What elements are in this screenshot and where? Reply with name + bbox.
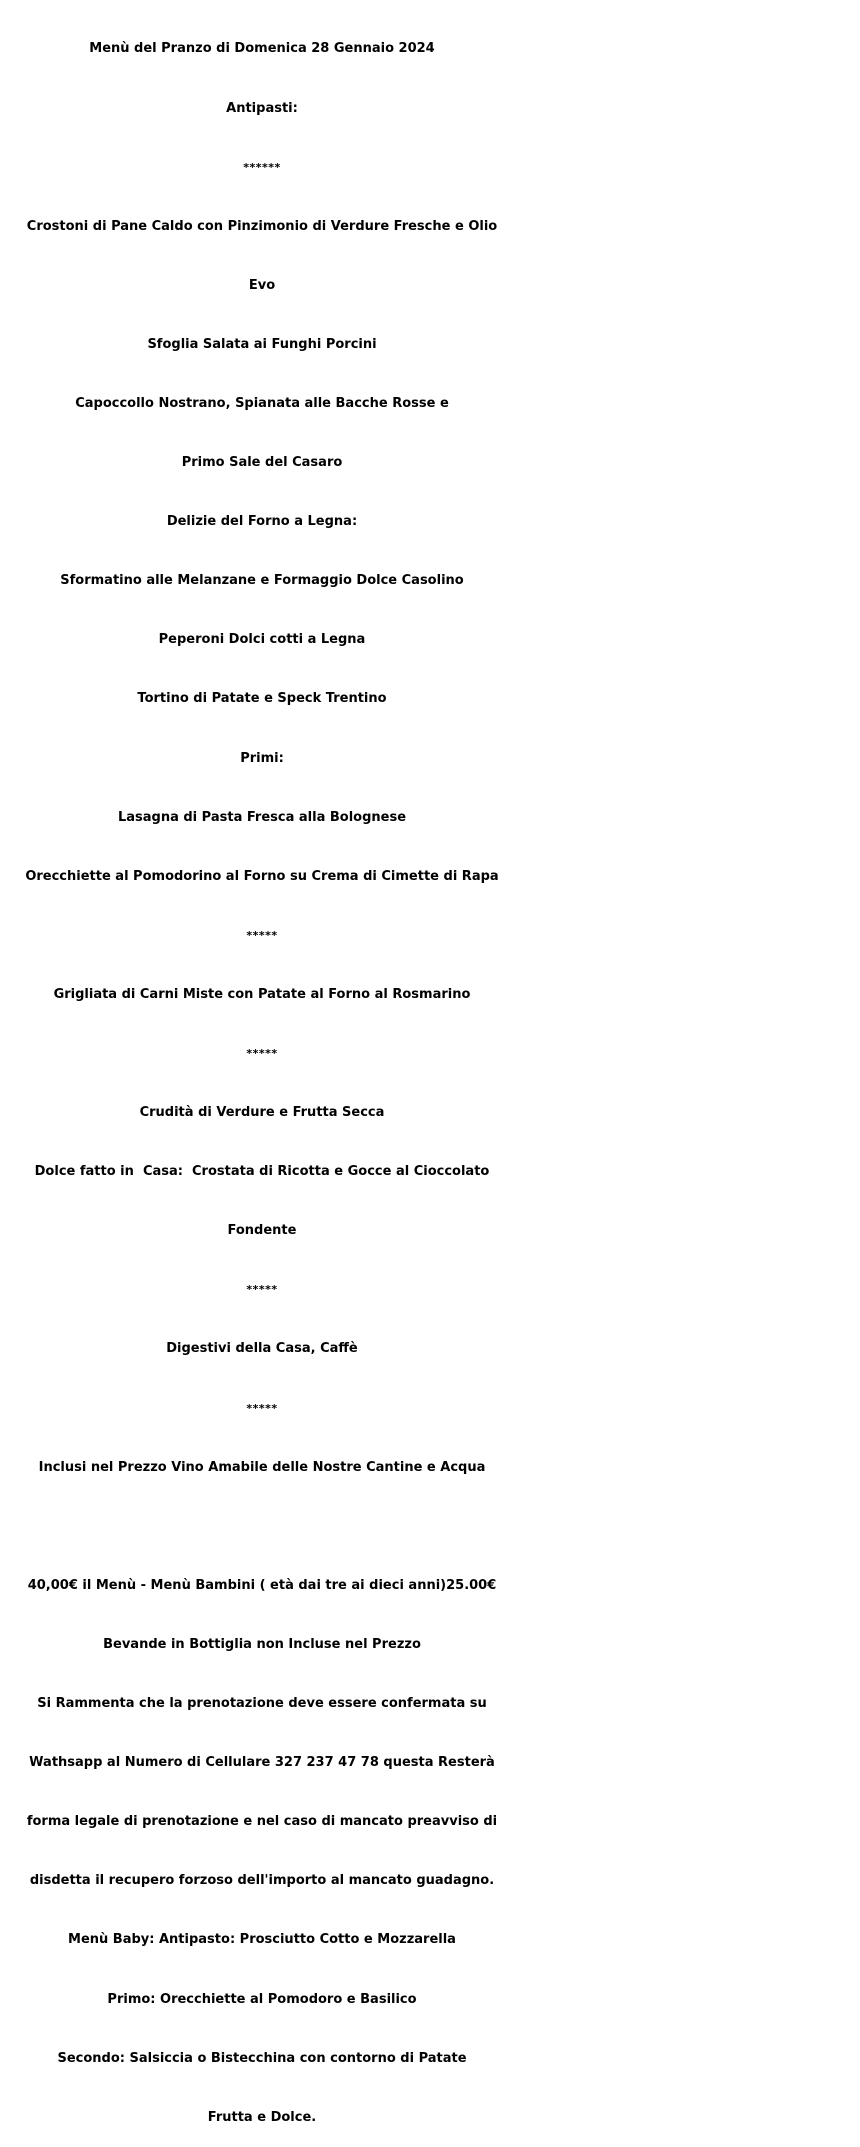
dish-lasagna: Lasagna di Pasta Fresca alla Bolognese [117,809,407,825]
bottled-drinks-note: Bevande in Bottiglia non Incluse nel Prezzo [103,1636,421,1652]
dish-grigliata: Grigliata di Carni Miste con Patate al Forno al Rosmarino [53,986,471,1002]
dish-crostoni-line2: Evo [248,277,276,293]
dish-capocollo-line2: Primo Sale del Casaro [181,455,343,471]
dish-tortino: Tortino di Patate e Speck Trentino [137,691,387,707]
booking-note-line3: forma legale di prenotazione e nel caso di mancato preavviso di [26,1814,498,1830]
delizie-heading: Delizie del Forno a Legna: [166,514,358,530]
primi-heading: Primi: [240,750,284,766]
dish-orecchiette: Orecchiette al Pomodorino al Forno su Crema di Cimette di Rapa [25,868,499,884]
dish-sformatino: Sformatino alle Melanzane e Formaggio Dolce Casolino [60,573,464,589]
blank-line [8,1517,516,1537]
booking-note-line4: disdetta il recupero forzoso dell'importo al mancato guadagno. [29,1873,495,1889]
dish-dolce-line2: Fondente [227,1223,297,1239]
baby-menu-line1: Menù Baby: Antipasto: Prosciutto Cotto e Mozzarella [68,1932,456,1948]
booking-note-line2: Wathsapp al Numero di Cellulare 327 237 47 78 questa Resterà [29,1755,495,1771]
menu-document [8,0,516,2147]
dish-dolce-line1: Dolce fatto in Casa: Crostata di Ricotta e Gocce al Cioccolato [34,1164,490,1180]
included-drinks: Inclusi nel Prezzo Vino Amabile delle Nostre Cantine e Acqua [38,1459,486,1475]
baby-menu-line4: Frutta e Dolce. [207,2109,317,2125]
separator-stars: ****** [243,160,281,174]
antipasti-heading: Antipasti: [226,100,298,116]
price-info: 40,00€ il Menù - Menù Bambini ( età dai tre ai dieci anni)25.00€ [27,1577,497,1593]
dish-digestivi: Digestivi della Casa, Caffè [166,1341,358,1357]
separator-stars: ***** [246,928,278,942]
separator-stars: ***** [246,1283,278,1297]
separator-stars: ***** [246,1401,278,1415]
dish-crudita: Crudità di Verdure e Frutta Secca [139,1105,385,1121]
menu-title: Menù del Pranzo di Domenica 28 Gennaio 2024 [89,41,435,57]
baby-menu-line3: Secondo: Salsiccia o Bistecchina con contorno di Patate [57,2050,467,2066]
baby-menu-line2: Primo: Orecchiette al Pomodoro e Basilico [107,1991,417,2007]
dish-peperoni: Peperoni Dolci cotti a Legna [158,632,366,648]
dish-crostoni-line1: Crostoni di Pane Caldo con Pinzimonio di Verdure Fresche e Olio [26,218,498,234]
booking-note-line1: Si Rammenta che la prenotazione deve essere confermata su [37,1696,487,1712]
dish-sfoglia: Sfoglia Salata ai Funghi Porcini [147,336,377,352]
dish-capocollo-line1: Capoccollo Nostrano, Spianata alle Bacche Rosse e [75,395,449,411]
separator-stars: ***** [246,1047,278,1060]
